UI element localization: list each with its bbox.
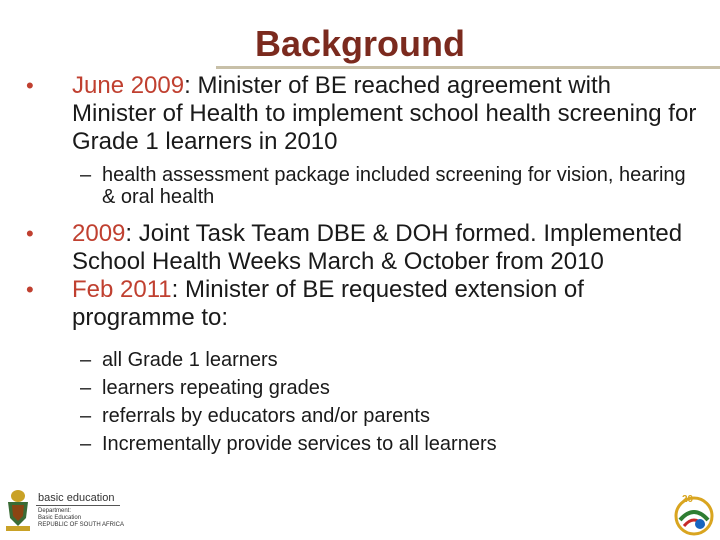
bullet-label: 2009 [72, 220, 126, 247]
sub-text: referrals by educators and/or parents [102, 405, 430, 427]
department-logo [0, 486, 130, 540]
logo-name: basic education [38, 492, 115, 504]
sub-item [82, 430, 700, 458]
sub-text: health assessment package included screening for vision, hearing & oral health [102, 164, 686, 208]
dash-icon: – [80, 377, 92, 399]
sub-list [20, 346, 700, 458]
logo-sub-line: Department: [38, 508, 72, 514]
dash-icon: – [80, 349, 92, 371]
emblem-text: 20 [682, 494, 694, 505]
sub-text: learners repeating grades [102, 377, 330, 399]
bullet-text: : Joint Task Team DBE & DOH formed. Implemented School Health Weeks March & October from 2010 [72, 220, 683, 275]
coat-of-arms-icon [4, 488, 32, 532]
bullet-text: : Minister of BE requested extension of programme to: [72, 276, 584, 331]
bullet-icon: • [26, 221, 34, 246]
dash-icon: – [80, 164, 92, 186]
bullet-item [20, 276, 700, 332]
slide-title: Background [254, 23, 466, 64]
sub-item [82, 374, 700, 402]
bullet-icon: • [26, 73, 34, 98]
logo-sub-line: Basic Education [38, 515, 82, 521]
logo-divider [36, 505, 120, 506]
sub-item [82, 346, 700, 374]
bullet-text: : Minister of BE reached agreement with Minister of Health to implement school health screening for Grade 1 learners in 2010 [72, 72, 697, 155]
logo-sub-line: REPUBLIC OF SOUTH AFRICA [38, 522, 125, 528]
bullet-item [20, 72, 700, 156]
sub-item [20, 164, 700, 208]
sub-item [82, 402, 700, 430]
logo-subtitle [38, 508, 124, 529]
anniversary-emblem-icon [670, 490, 718, 538]
dash-icon: – [80, 405, 92, 427]
bullet-icon: • [26, 277, 34, 302]
dash-icon: – [80, 433, 92, 455]
slide-content [20, 72, 700, 458]
sub-text: all Grade 1 learners [102, 349, 278, 371]
bullet-label: June 2009 [72, 72, 185, 99]
sub-text: Incrementally provide services to all learners [102, 433, 497, 455]
bullet-label: Feb 2011 [72, 276, 172, 303]
bullet-item [20, 220, 700, 276]
title-rule [216, 66, 720, 69]
